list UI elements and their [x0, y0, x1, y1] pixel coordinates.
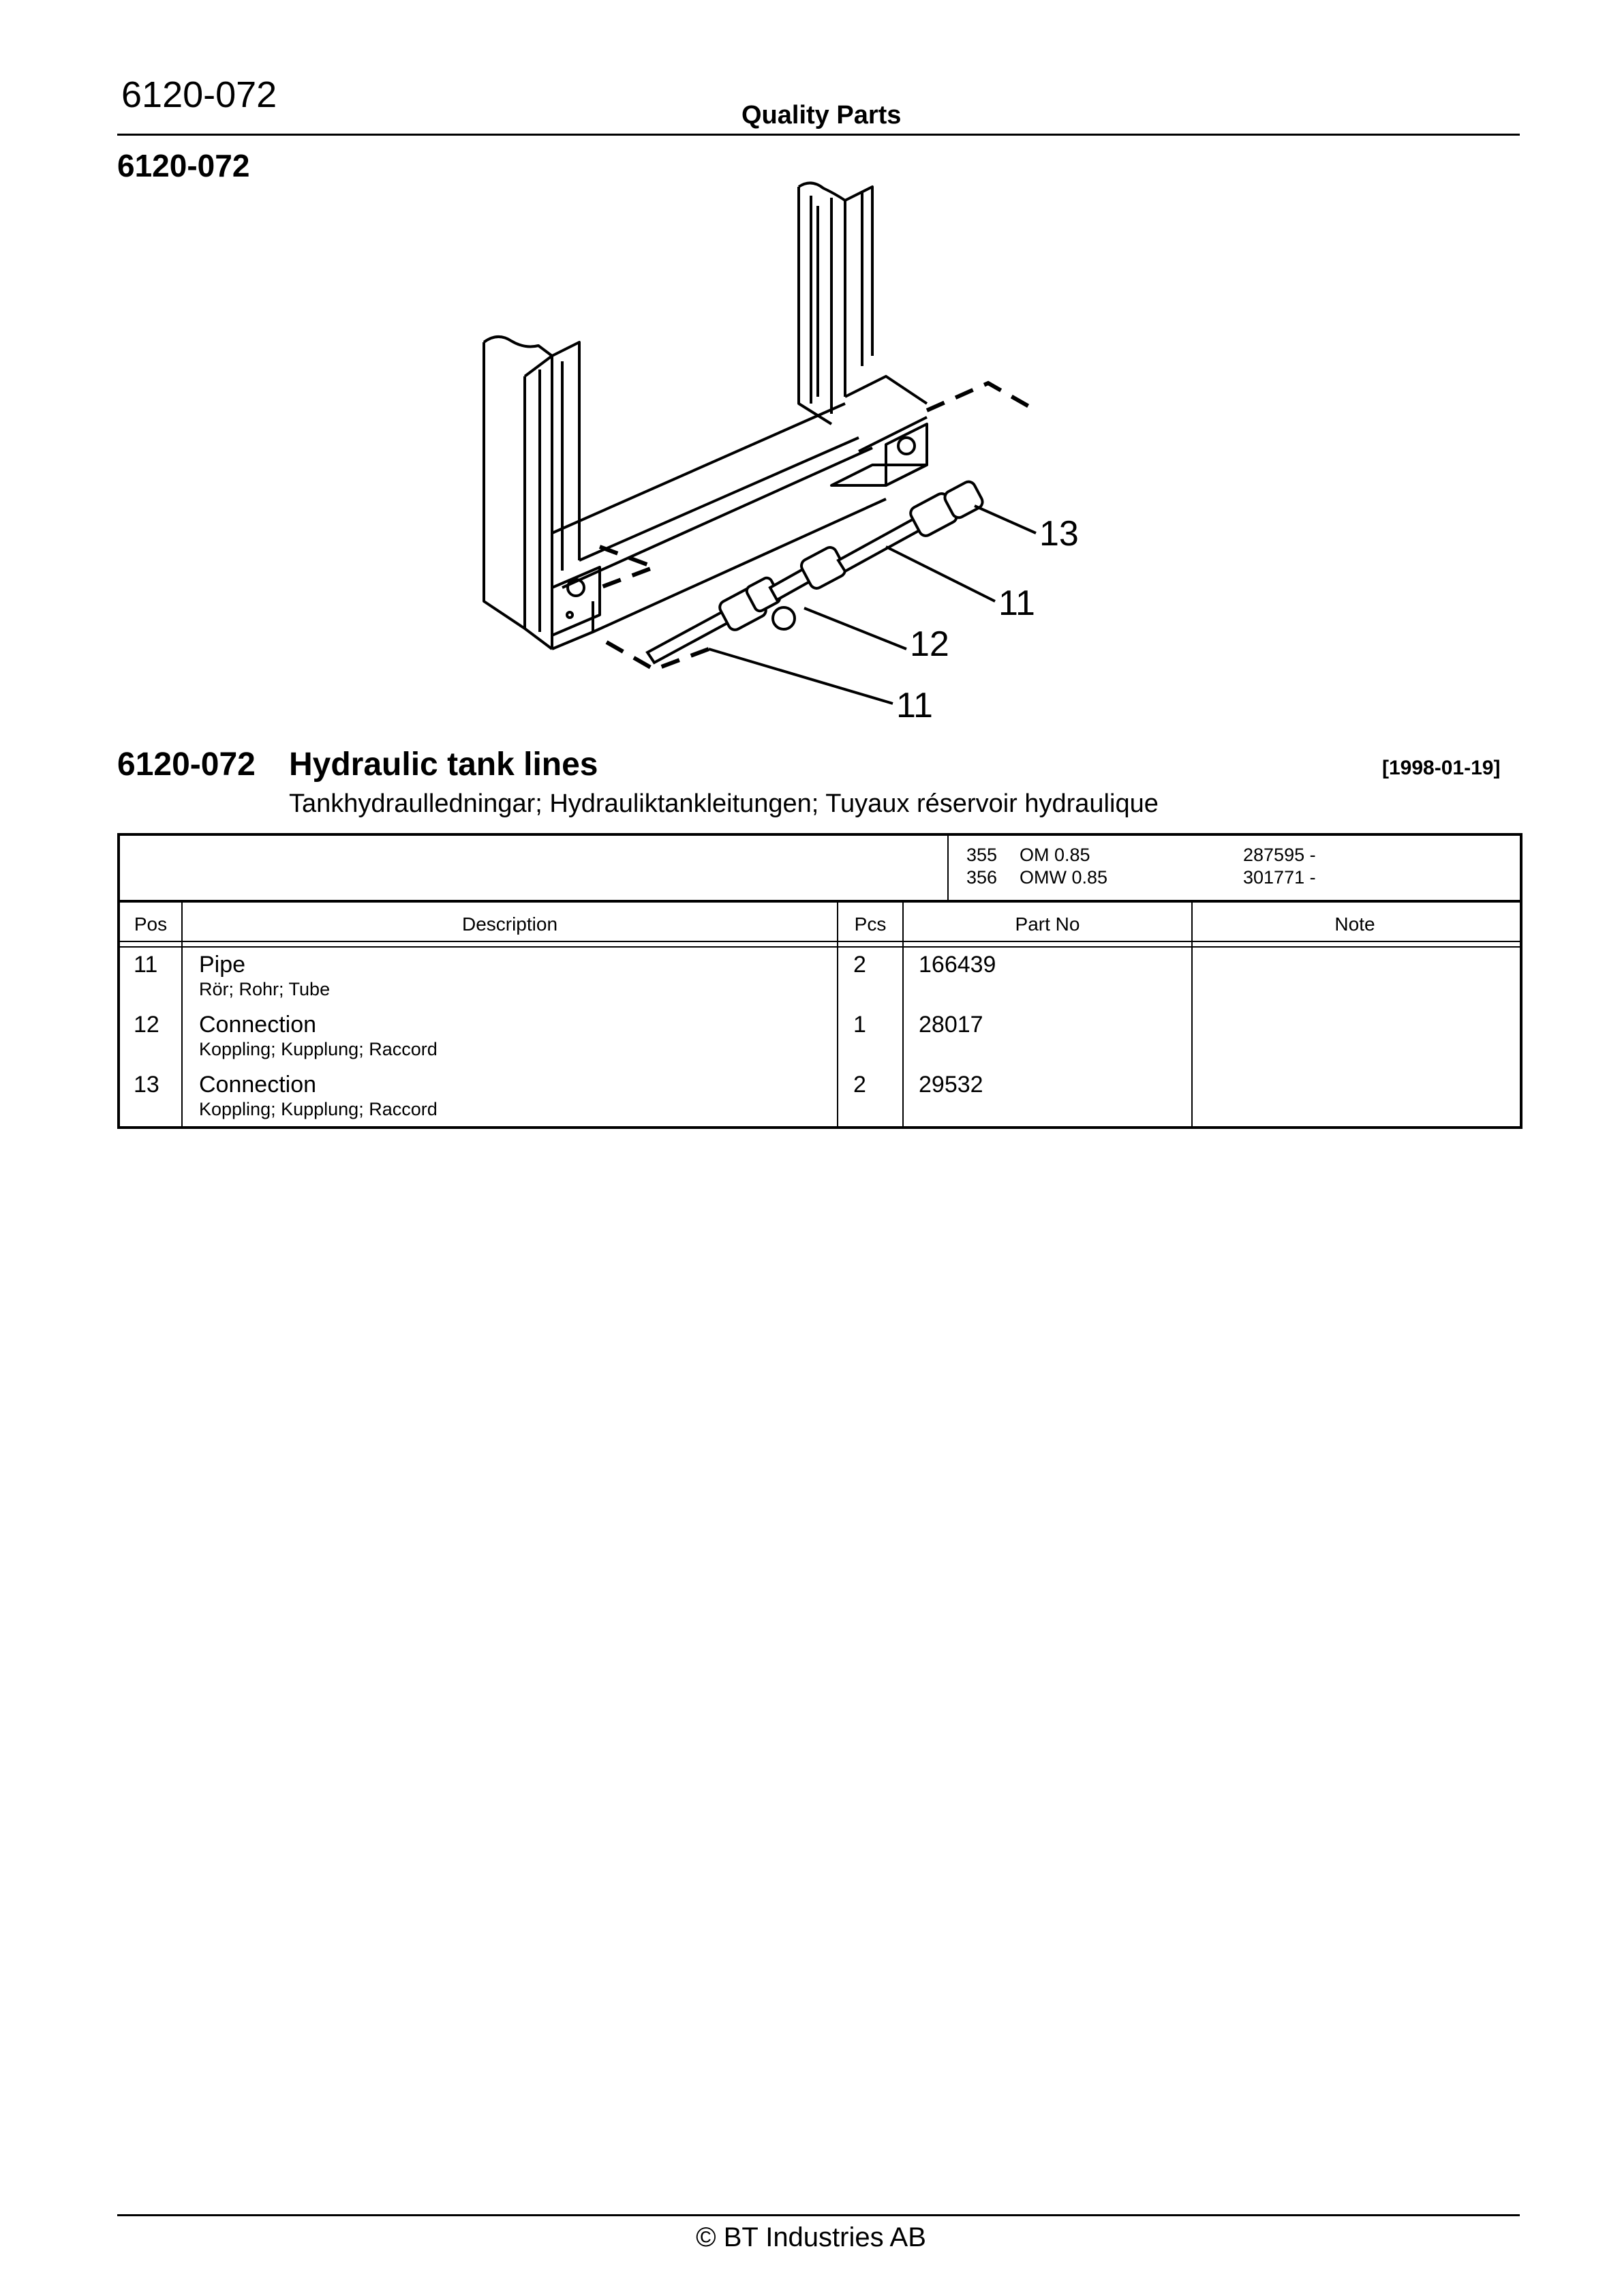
- model-serial: 301771 -: [1243, 867, 1316, 888]
- col-header-pcs: Pcs: [854, 913, 887, 935]
- row-description: Pipe: [199, 952, 246, 978]
- col-divider-description: [837, 903, 838, 1126]
- model-code: 355: [966, 845, 998, 865]
- model-code: 356: [966, 867, 998, 888]
- row-pcs: 1: [853, 1012, 866, 1038]
- col-header-note: Note: [1334, 913, 1375, 935]
- col-divider-pcs: [902, 903, 904, 1126]
- model-name: OM 0.85: [1020, 845, 1090, 865]
- row-pcs: 2: [853, 952, 866, 978]
- header-row-divider-2: [120, 946, 1520, 948]
- doc-number-header: 6120-072: [121, 74, 277, 115]
- part-number-heading: 6120-072: [117, 746, 256, 783]
- exploded-view-illustration: [450, 179, 1227, 724]
- col-divider-partno: [1191, 903, 1193, 1126]
- row-pos: 11: [134, 952, 158, 978]
- row-description: Connection: [199, 1012, 317, 1038]
- row-description: Connection: [199, 1072, 317, 1098]
- part-date: [1998-01-19]: [1382, 757, 1501, 779]
- model-names: [1020, 844, 1107, 889]
- callout-11-lower: 11: [896, 686, 933, 724]
- callout-11-upper: 11: [998, 584, 1035, 623]
- part-subtitle-translations: Tankhydraulledningar; Hydrauliktankleitungen; Tuyaux réservoir hydraulique: [289, 789, 1159, 818]
- model-column-divider: [947, 836, 949, 901]
- header-row-divider: [120, 941, 1520, 942]
- section-number: 6120-072: [117, 148, 250, 183]
- row-translations: Koppling; Kupplung; Raccord: [199, 1099, 438, 1119]
- header-divider: [117, 134, 1520, 136]
- part-title: Hydraulic tank lines: [289, 746, 598, 783]
- col-header-partno: Part No: [1015, 913, 1080, 935]
- callout-12: 12: [910, 624, 949, 664]
- row-pos: 13: [134, 1072, 159, 1098]
- model-codes: [966, 844, 997, 889]
- footer-divider: [117, 2214, 1520, 2216]
- col-divider-pos: [181, 903, 183, 1126]
- row-part-no: 29532: [919, 1072, 983, 1098]
- row-part-no: 166439: [919, 952, 996, 978]
- model-serials: [1243, 844, 1316, 889]
- row-pcs: 2: [853, 1072, 866, 1098]
- model-serial: 287595 -: [1243, 845, 1316, 865]
- model-name: OMW 0.85: [1020, 867, 1108, 888]
- model-section-divider: [120, 900, 1520, 903]
- row-pos: 12: [134, 1012, 159, 1038]
- header-title: Quality Parts: [741, 101, 902, 130]
- footer-copyright: © BT Industries AB: [696, 2222, 926, 2252]
- callout-13: 13: [1039, 514, 1079, 554]
- row-part-no: 28017: [919, 1012, 983, 1038]
- col-header-description: Description: [461, 913, 558, 935]
- col-header-pos: Pos: [134, 913, 168, 935]
- row-translations: Koppling; Kupplung; Raccord: [199, 1039, 438, 1059]
- row-translations: Rör; Rohr; Tube: [199, 979, 331, 999]
